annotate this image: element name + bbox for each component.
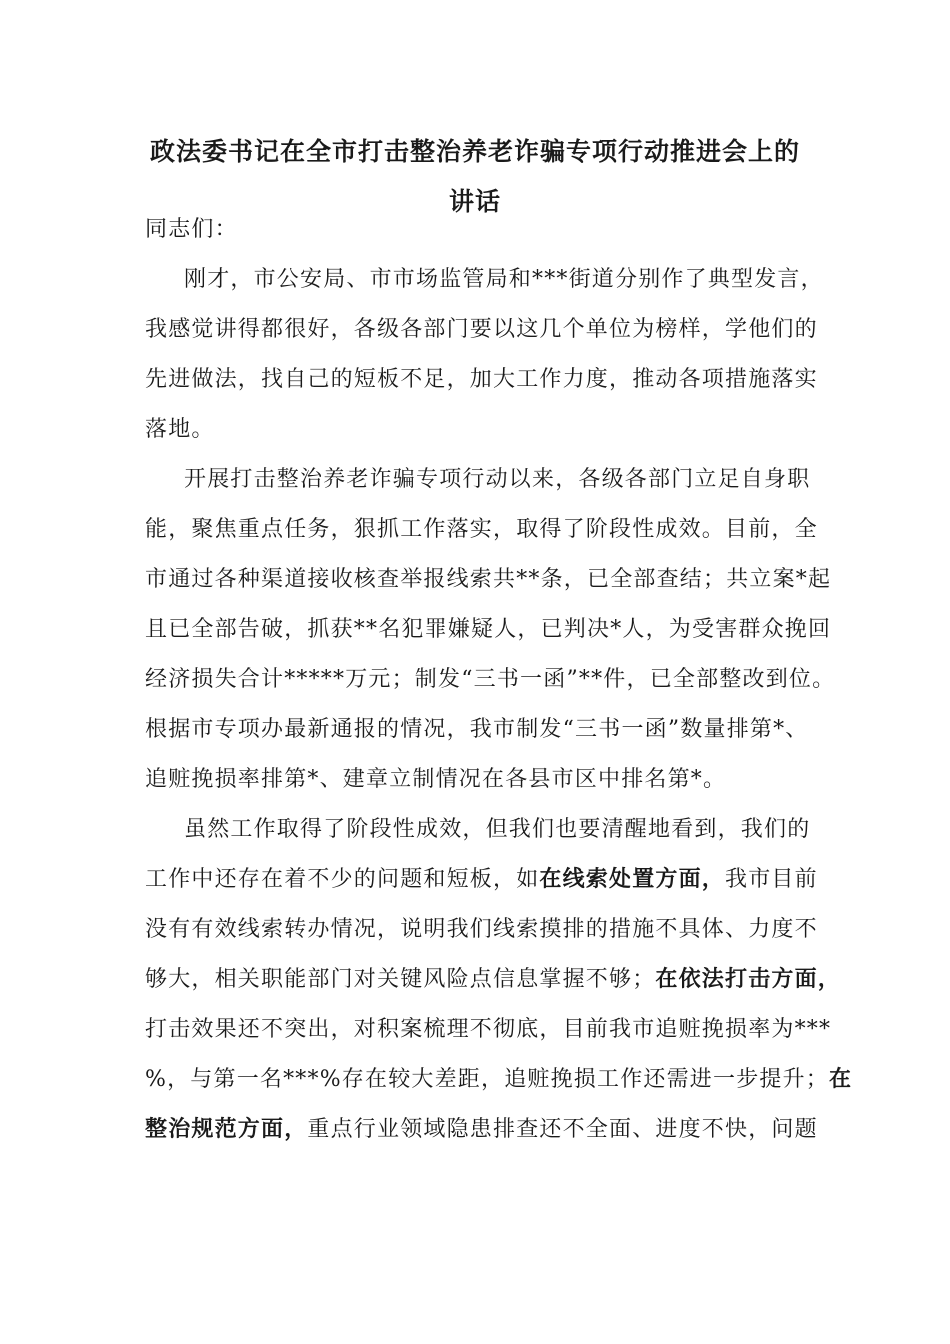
paragraph-3-line-6 (145, 1062, 852, 1093)
paragraph-2-line-5: 经济损失合计*****万元；制发“三书一函”**件，已全部整改到位。 (145, 667, 836, 692)
paragraph-2-line-2: 能，聚焦重点任务，狠抓工作落实，取得了阶段性成效。目前，全 (145, 517, 818, 542)
paragraph-3-bold-clue-handling: 在线索处置方面， (539, 866, 726, 892)
paragraph-2-line-3: 市通过各种渠道接收核查举报线索共**条，已全部查结；共立案*起 (145, 567, 832, 592)
paragraph-1-line-4: 落地。 (145, 417, 215, 442)
paragraph-3-bold-rectification: 整治规范方面， (145, 1116, 308, 1142)
paragraph-3-line-4 (145, 962, 841, 993)
document-title-line-2: 讲话 (448, 187, 501, 216)
paragraph-2-line-1: 开展打击整治养老诈骗专项行动以来，各级各部门立足自身职 (184, 467, 811, 492)
paragraph-3-line-2-text-a: 工作中还存在着不少的问题和短板，如 (145, 867, 540, 892)
paragraph-2-line-6: 根据市专项办最新通报的情况，我市制发“三书一函”数量排第*、 (145, 717, 809, 742)
paragraph-3-line-7-text-b: 重点行业领域隐患排查还不全面、进度不快，问题 (307, 1117, 818, 1142)
paragraph-1-line-1: 刚才，市公安局、市市场监管局和***街道分别作了典型发言， (184, 267, 824, 292)
paragraph-2-line-4: 且已全部告破，抓获**名犯罪嫌疑人，已判决*人，为受害群众挽回 (145, 617, 832, 642)
salutation: 同志们： (145, 217, 238, 242)
paragraph-3-line-2-text-c: 我市目前 (725, 867, 818, 892)
paragraph-3-line-7 (145, 1112, 818, 1143)
document-title-line-1: 政法委书记在全市打击整治养老诈骗专项行动推进会上的 (149, 137, 800, 166)
paragraph-3-bold-lawful-crackdown: 在依法打击方面， (655, 966, 842, 992)
paragraph-1-line-2: 我感觉讲得都很好，各级各部门要以这几个单位为榜样，学他们的 (145, 317, 818, 342)
paragraph-3-line-1: 虽然工作取得了阶段性成效，但我们也要清醒地看到，我们的 (184, 817, 811, 842)
paragraph-3-line-4-text-a: 够大，相关职能部门对关键风险点信息掌握不够； (145, 967, 656, 992)
paragraph-3-line-3: 没有有效线索转办情况，说明我们线索摸排的措施不具体、力度不 (145, 917, 818, 942)
paragraph-3-bold-zai: 在 (829, 1066, 853, 1092)
paragraph-3-line-2 (145, 862, 818, 893)
paragraph-2-line-7: 追赃挽损率排第*、建章立制情况在各县市区中排名第*。 (145, 767, 727, 792)
paragraph-3-line-5: 打击效果还不突出，对积案梳理不彻底，目前我市追赃挽损率为*** (145, 1017, 832, 1042)
paragraph-1-line-3: 先进做法，找自己的短板不足，加大工作力度，推动各项措施落实 (145, 367, 818, 392)
paragraph-3-line-6-text-a: %，与第一名***%存在较大差距，追赃挽损工作还需进一步提升； (145, 1067, 830, 1092)
